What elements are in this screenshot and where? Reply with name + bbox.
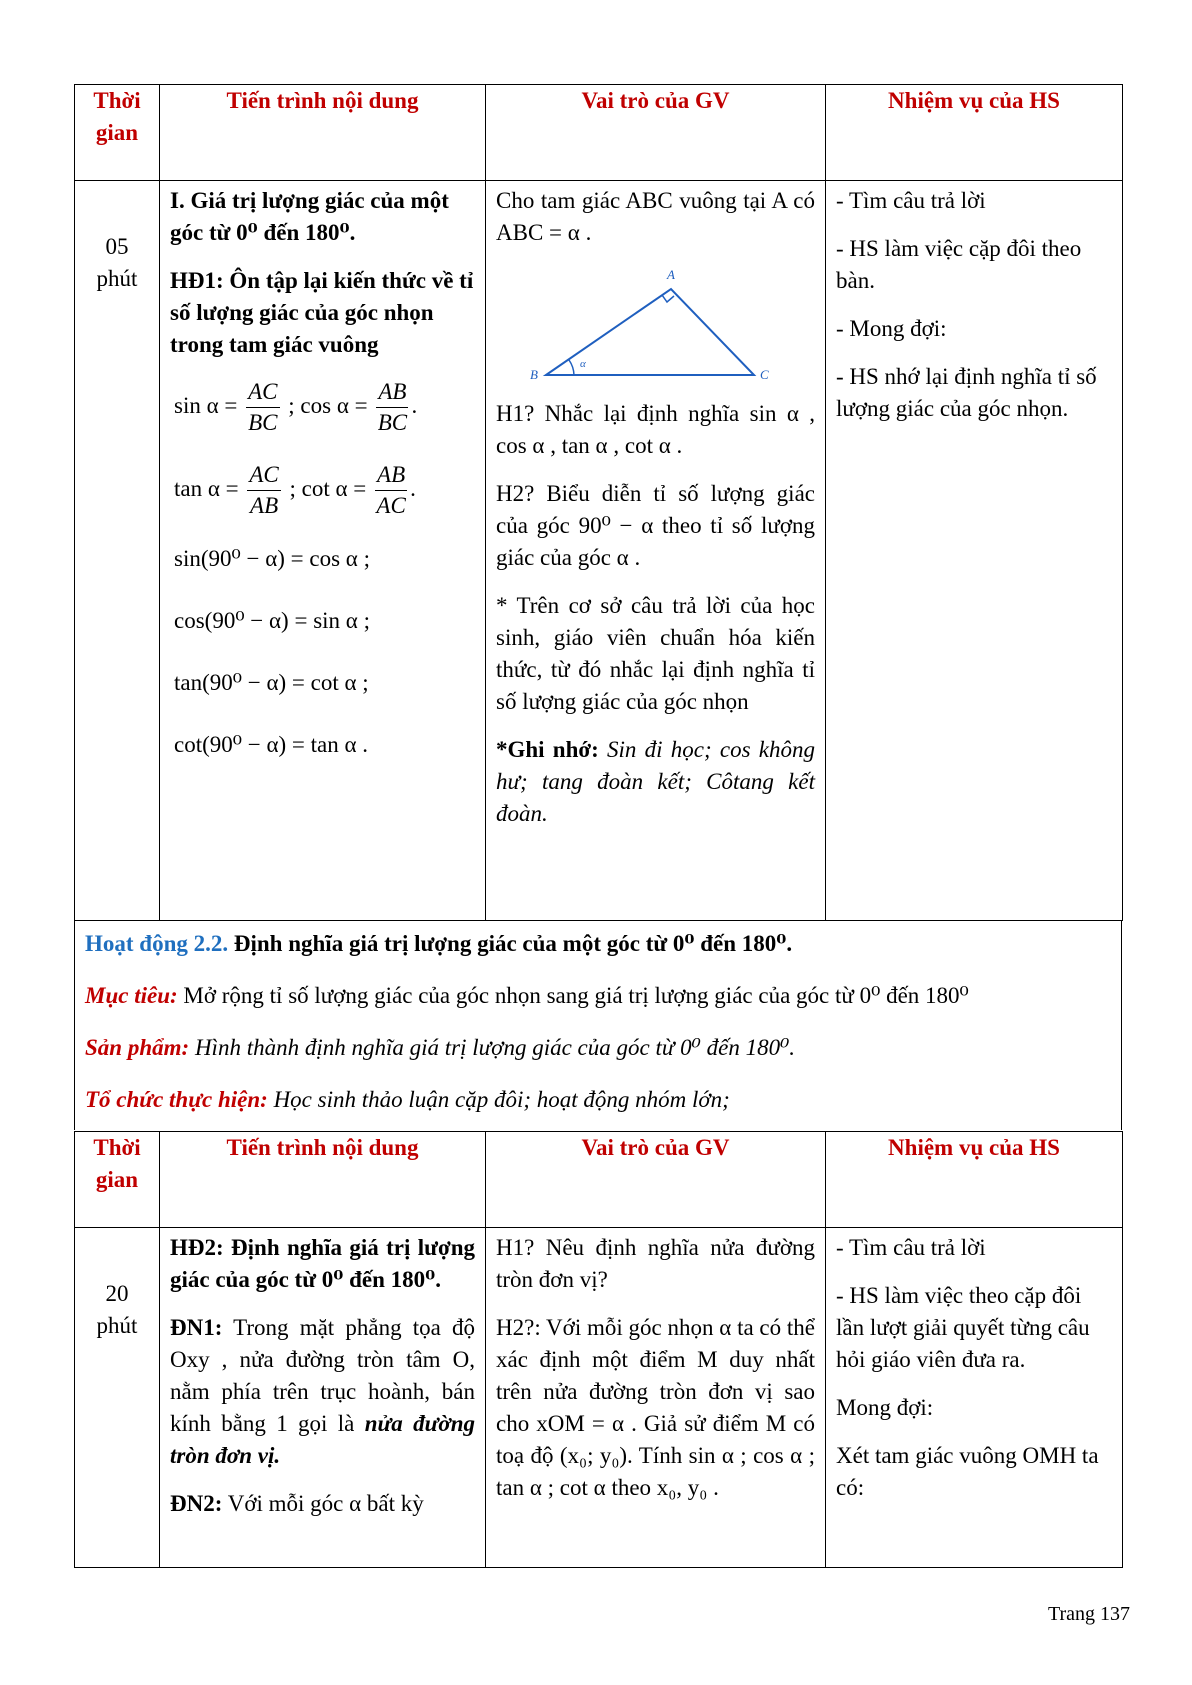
hd2-title: HĐ2: Định nghĩa giá trị lượng giác của góc từ 0⁰ đến 180⁰.: [170, 1235, 475, 1292]
activity-title-row: [85, 928, 1111, 980]
dn2-label: ĐN2:: [170, 1491, 223, 1516]
dn1-term: nửa đường tròn đơn vị.: [170, 1411, 475, 1468]
product-row: [85, 1032, 1111, 1084]
activity-title: Định nghĩa giá trị lượng giác của một góc từ 0⁰ đến 180⁰.: [233, 931, 793, 956]
student-item: - HS làm việc theo cặp đôi lần lượt giải quyết từng câu hỏi giáo viên đưa ra.: [836, 1283, 1090, 1372]
table-row: [75, 181, 1123, 921]
goal-text: Mở rộng tỉ số lượng giác của góc nhọn sang giá trị lượng giác của góc từ 0⁰ đến 180⁰: [183, 983, 969, 1008]
formula-sin-cos: sin α = $\frac{AC}{BC}$ ; cos α = $\frac{AB}{BC}$ .: [174, 377, 475, 438]
triangle-diagram: [516, 265, 769, 390]
fraction-den: BC: [248, 410, 278, 435]
organization-text: Học sinh thảo luận cặp đôi; hoạt động nhóm lớn;: [273, 1087, 730, 1112]
goal-label: Mục tiêu:: [85, 983, 178, 1008]
teacher-h1: H1? Nhắc lại định nghĩa sin α , cos α , tan α , cot α .: [496, 401, 815, 458]
fraction-num: AC: [247, 460, 280, 491]
product-label: Sản phẩm:: [85, 1035, 190, 1060]
header-teacher: Vai trò của GV: [486, 1132, 826, 1228]
angle-arc: [569, 360, 574, 375]
student-item: - HS nhớ lại định nghĩa tỉ số lượng giác của góc nhọn.: [836, 364, 1097, 421]
header-time: Thời gian: [75, 85, 160, 181]
fraction-num: AC: [246, 377, 279, 408]
remember-text: Sin đi học; cos không hư; tang đoàn kết; Côtang kết đoàn.: [496, 737, 816, 826]
dn2-paragraph: [170, 1488, 475, 1520]
activity-section: [74, 920, 1122, 1130]
page-number: Trang 137: [1047, 1603, 1130, 1625]
formula-tan-cot: tan α = $\frac{AC}{AB}$ ; cot α = $\frac{AB}{AC}$ .: [174, 460, 475, 521]
student-item: - Tìm câu trả lời: [836, 188, 986, 213]
tan-label: tan α =: [174, 475, 239, 501]
teacher-h1: H1? Nêu định nghĩa nửa đường tròn đơn vị?: [496, 1235, 815, 1292]
fraction-den: AC: [376, 493, 406, 518]
teacher-cell: [486, 1228, 826, 1568]
fraction-num: AB: [375, 460, 407, 491]
header-content: Tiến trình nội dung: [160, 1132, 486, 1228]
fraction-num: AB: [376, 377, 408, 408]
student-item: - Mong đợi:: [836, 316, 947, 341]
angle-alpha-label: α: [580, 358, 586, 370]
teacher-cell: [486, 181, 826, 921]
hd1-title: HĐ1: Ôn tập lại kiến thức về tỉ số lượng giác của góc nhọn trong tam giác vuông: [170, 268, 474, 357]
fraction: [246, 377, 279, 438]
student-item: - Tìm câu trả lời: [836, 1235, 986, 1260]
cot-label: ; cot α =: [289, 475, 367, 501]
table-header-row: [75, 85, 1123, 181]
table-row: [75, 1228, 1123, 1568]
sin-label: sin α =: [174, 392, 238, 418]
teacher-h2: H2? Biểu diễn tỉ số lượng giác của góc 90⁰ − α theo tỉ số lượng giác của góc α .: [496, 481, 815, 570]
header-content: Tiến trình nội dung: [160, 85, 486, 181]
lesson-table-1: [74, 84, 1123, 921]
time-cell: 05 phút: [75, 181, 160, 921]
header-student: Nhiệm vụ của HS: [826, 85, 1123, 181]
teacher-note: * Trên cơ sở câu trả lời của học sinh, giáo viên chuẩn hóa kiến thức, từ đó nhắc lại định nghĩa tỉ số lượng giác của góc nhọn: [496, 593, 815, 714]
cos-label: ; cos α =: [288, 392, 368, 418]
header-teacher: Vai trò của GV: [486, 85, 826, 181]
formula-3: tan(90⁰ − α) = cot α ;: [174, 670, 369, 695]
vertex-b-label: B: [530, 367, 538, 382]
formula-1: sin(90⁰ − α) = cos α ;: [174, 546, 370, 571]
triangle-shape: [546, 289, 754, 375]
product-text: Hình thành định nghĩa giá trị lượng giác của góc từ 0⁰ đến 180⁰.: [194, 1035, 796, 1060]
time-cell: 20 phút: [75, 1228, 160, 1568]
dn1-paragraph: [170, 1312, 475, 1472]
table-header-row: [75, 1132, 1123, 1228]
student-item: - HS làm việc cặp đôi theo bàn.: [836, 236, 1082, 293]
vertex-c-label: C: [760, 367, 769, 382]
goal-row: [85, 980, 1111, 1032]
student-cell: [826, 181, 1123, 921]
fraction-den: AB: [250, 493, 279, 518]
section-title: I. Giá trị lượng giác của một góc từ 0⁰ đến 180⁰.: [170, 188, 449, 245]
activity-label: Hoạt động 2.2.: [85, 931, 229, 956]
formula-2: cos(90⁰ − α) = sin α ;: [174, 608, 370, 633]
vertex-a-label: A: [667, 267, 675, 282]
teacher-remember: [496, 734, 815, 830]
dn2-text: Với mỗi góc α bất kỳ: [227, 1491, 424, 1516]
content-cell: [160, 1228, 486, 1568]
fraction: [375, 460, 407, 521]
student-item: Xét tam giác vuông OMH ta có:: [836, 1443, 1099, 1500]
content-cell: [160, 181, 486, 921]
student-item: Mong đợi:: [836, 1395, 934, 1420]
lesson-table-2: [74, 1131, 1123, 1568]
teacher-h2: H2?: Với mỗi góc nhọn α ta có thể xác định một điểm M duy nhất trên nửa đường tròn đơn vị sao cho xOM = α . Giả sử điểm M có toạ độ (x₀; y₀). Tính sin α ; cos α ; tan α ; cot α theo x₀, y₀ .: [496, 1315, 815, 1500]
fraction: [376, 377, 408, 438]
organization-label: Tổ chức thực hiện:: [85, 1087, 268, 1112]
dn1-label: ĐN1:: [170, 1315, 223, 1340]
dn1-text: Trong mặt phẳng tọa độ Oxy , nửa đường tròn tâm O, nằm phía trên trục hoành, bán kính bằng 1 gọi là: [170, 1315, 475, 1436]
organization-row: [85, 1084, 1111, 1136]
right-angle-mark: [662, 295, 674, 302]
fraction: [247, 460, 280, 521]
remember-label: *Ghi nhớ:: [496, 737, 599, 762]
student-cell: [826, 1228, 1123, 1568]
fraction-den: BC: [377, 410, 408, 435]
formula-4: cot(90⁰ − α) = tan α .: [174, 732, 369, 757]
header-time: Thời gian: [75, 1132, 160, 1228]
header-student: Nhiệm vụ của HS: [826, 1132, 1123, 1228]
teacher-intro: Cho tam giác ABC vuông tại A có ABC = α .: [496, 188, 815, 245]
